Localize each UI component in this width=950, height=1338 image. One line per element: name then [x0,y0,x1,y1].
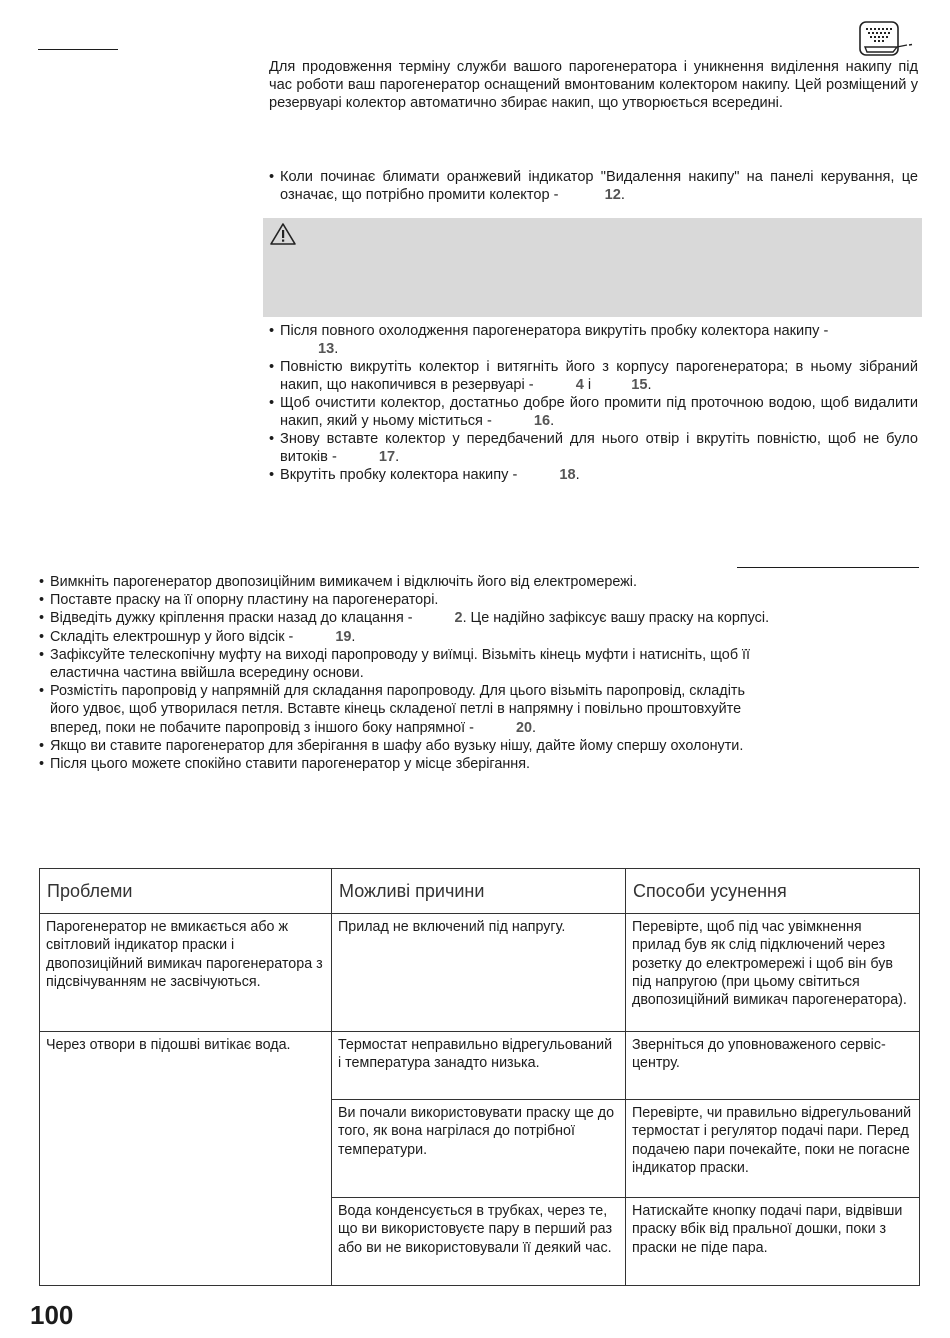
list-item [39,755,771,773]
item-end: . [575,467,580,483]
warning-box [263,218,922,317]
cell-solution: Зверніться до уповноваженого сервіс-центру. [626,1032,920,1100]
figure-ref: 18 [559,467,576,483]
item-text: Після повного охолодження парогенератора викрутіть пробку колектора накипу - [280,323,829,339]
descaling-intro: Для продовження терміну служби вашого парогенератора і уникнення виділення накипу під час роботи ваш парогенератор оснащений вмонтованим колектором накипу. Цей розміщений у резервуарі колектор автоматично збирає накип, що утворюється всередині. [269,59,918,111]
list-item [39,591,771,609]
list-item [39,628,771,646]
item-text: Поставте праску на її опорну пластину на парогенераторі. [50,592,439,609]
item-end: . [395,449,400,465]
figure-ref: 15 [631,377,648,393]
steam-iron-icon [857,20,915,60]
item-text: Розмістіть паропровід у напрямній для складання паропроводу. Для цього візьміть паропровід, складіть його удвоє, щоб утворилася петля. Вставте кінець складеної петлі в напрямну і повільно проштовхуйте вперед, поки не побачите паропровід з іншого боку напрямної - [50,683,745,736]
item-end: . [351,628,356,645]
item-end: . [620,187,625,203]
list-item [269,322,918,358]
figure-ref: 13 [318,341,335,357]
item-text: Знову вставте колектор у передбачений для нього отвір і вкрутіть повністю, щоб не було витоків - [280,431,918,465]
item-end: . [647,377,652,393]
descaling-indicator-note [269,168,918,204]
list-item [39,609,771,627]
storage-steps [39,573,771,773]
table-row [40,914,920,1032]
list-item [39,682,771,737]
figure-ref: 4 [575,377,584,393]
header-solutions: Способи усунення [626,869,920,914]
list-item [39,646,771,682]
descaling-steps [269,322,918,484]
item-text: Коли починає блимати оранжевий індикатор "Видалення накипу" на панелі керування, це означає, що потрібно промити колектор - [280,169,918,203]
item-text: Після цього можете спокійно ставити парогенератор у місце зберігання. [50,756,531,773]
item-text: Вимкніть парогенератор двопозиційним вимикачем і відключіть його від електромережі. [50,574,637,590]
item-text: Щоб очистити колектор, достатньо добре його промити під проточною водою, щоб видалити накип, який у ньому міститься - [280,395,918,429]
cell-solution: Натискайте кнопку подачі пари, відвівши праску вбік від пральної дошки, поки з праски не піде пара. [626,1198,920,1286]
header-problems: Проблеми [40,869,332,914]
header-causes: Можливі причини [332,869,626,914]
item-text: Вкрутіть пробку колектора накипу - [280,467,518,483]
cell-cause: Прилад не включений під напругу. [332,914,626,1032]
table-header-row [40,869,920,914]
item-text: Якщо ви ставите парогенератор для зберігання в шафу або вузьку нішу, дайте йому спершу охолонути. [50,737,744,754]
page-number: 100 [30,1300,74,1330]
figure-ref: 17 [378,449,396,465]
item-text: Відведіть дужку кріплення праски назад до клацання - [50,610,413,627]
warning-triangle-icon [269,222,297,246]
item-mid: і [587,377,592,393]
figure-ref: 16 [533,413,551,429]
item-text: Зафіксуйте телескопічну муфту на виході паропроводу у виїмці. Візьміть кінець муфти і натисніть, щоб її еластична частина ввійшла всередину основи. [50,646,751,682]
cell-problem: Парогенератор не вмикається або ж світловий індикатор праски і двопозиційний вимикач парогенератора з підсвічуванням не засвічуються. [40,914,332,1032]
figure-ref: 2 [454,610,463,627]
item-text: Складіть електрошнур у його відсік - [50,628,294,645]
item-end: . [334,341,339,357]
figure-ref: 20 [515,719,532,736]
troubleshooting-table [39,868,920,1286]
list-item [269,168,918,204]
cell-cause: Вода конденсується в трубках, через те, що ви використовуєте пару в перший раз або ви не використовували її деякий час. [332,1198,626,1286]
cell-solution: Перевірте, чи правильно відрегульований термостат і регулятор подачі пари. Перед подачею пари почекайте, поки не погасне індикатор праски. [626,1100,920,1198]
item-text: Повністю викрутіть колектор і витягніть його з корпусу парогенератора; в ньому зібраний накип, що накопичився в резервуарі - [280,359,918,393]
figure-ref: 19 [335,628,352,645]
list-item [269,394,918,430]
cell-cause: Ви почали використовувати праску ще до того, як вона нагрілася до потрібної температури. [332,1100,626,1198]
cell-problem: Через отвори в підошві витікає вода. [40,1032,332,1286]
figure-ref: 12 [604,187,621,203]
list-item [269,358,918,394]
section-rule [737,567,919,568]
list-item [269,430,918,466]
table-row [40,1032,920,1100]
cell-solution: Перевірте, щоб під час увімкнення прилад був як слід підключений через розетку до електромережі і щоб він був під напругою (при цьому світиться двопозиційний вимикач парогенератора). [626,914,920,1032]
list-item [269,466,918,484]
item-end: . [550,413,555,429]
item-end: . Це надійно зафіксує вашу праску на корпусі. [462,610,770,627]
header-rule [38,49,118,50]
list-item [39,573,771,591]
cell-cause: Термостат неправильно відрегульований і температура занадто низька. [332,1032,626,1100]
list-item [39,737,771,755]
item-end: . [531,719,536,736]
